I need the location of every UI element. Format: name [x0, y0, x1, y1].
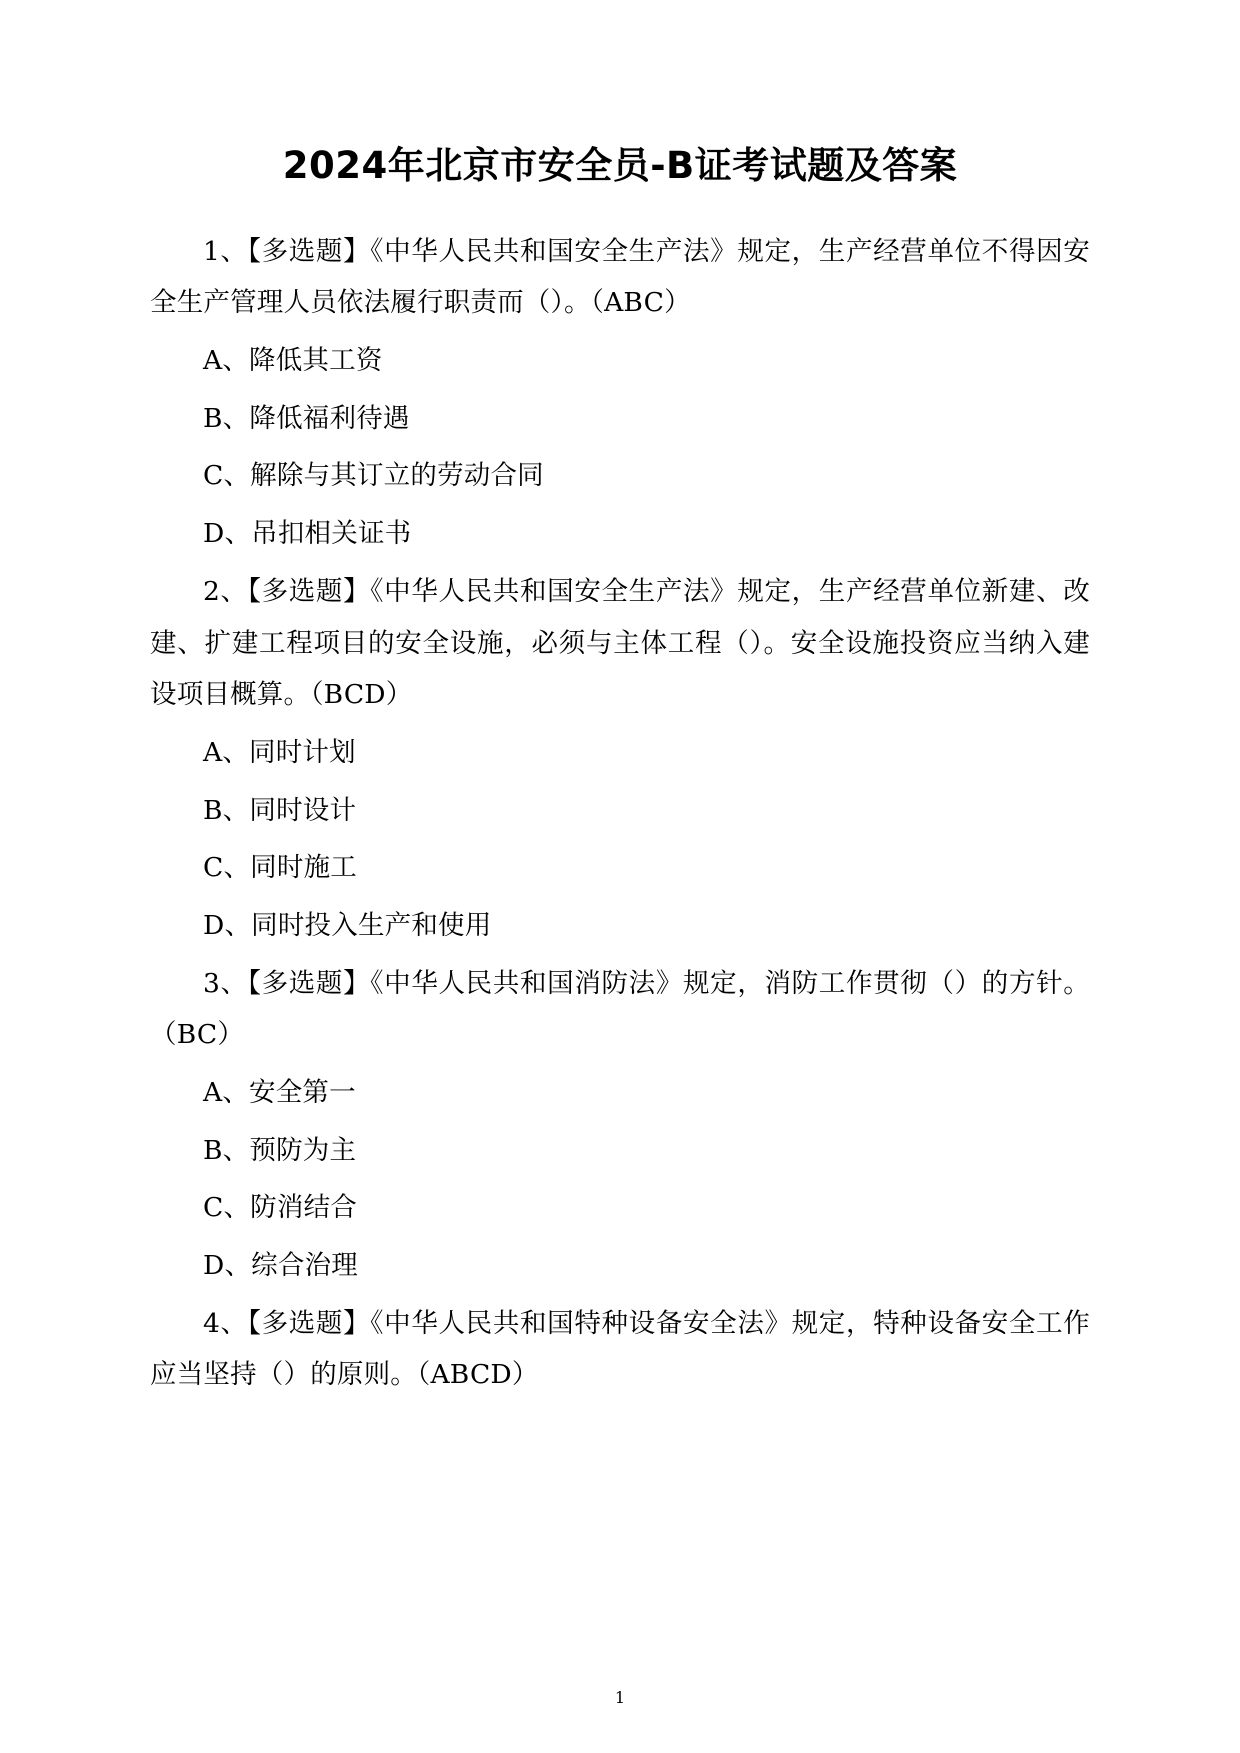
question-stem: 3、【多选题】《中华人民共和国消防法》规定，消防工作贯彻（）的方针。（BC） [150, 967, 1090, 1051]
question-option: D、综合治理 [203, 1249, 358, 1281]
question-option: B、同时设计 [203, 794, 357, 826]
question-option: B、预防为主 [203, 1134, 357, 1166]
question-option: C、解除与其订立的劳动合同 [203, 460, 544, 492]
question-option: A、安全第一 [203, 1076, 356, 1108]
question-option: D、同时投入生产和使用 [203, 909, 492, 941]
question-option: B、降低福利待遇 [203, 402, 410, 434]
question-stem: 1、【多选题】《中华人民共和国安全生产法》规定，生产经营单位不得因安全生产管理人员依法履行职责而（）。（ABC） [150, 235, 1090, 319]
question-option: C、同时施工 [203, 852, 357, 884]
page-number: 1 [614, 1688, 626, 1707]
question-stem: 4、【多选题】《中华人民共和国特种设备安全法》规定，特种设备安全工作应当坚持（）的原则。（ABCD） [150, 1307, 1090, 1391]
question-stem: 2、【多选题】《中华人民共和国安全生产法》规定，生产经营单位新建、改建、扩建工程项目的安全设施，必须与主体工程（）。安全设施投资应当纳入建设项目概算。（BCD） [150, 575, 1090, 711]
question-option: D、吊扣相关证书 [203, 518, 412, 550]
question-option: A、同时计划 [203, 736, 356, 768]
question-option: A、降低其工资 [203, 345, 383, 377]
page-title: 2024年北京市安全员-B证考试题及答案 [282, 144, 958, 187]
question-option: C、防消结合 [203, 1192, 357, 1224]
